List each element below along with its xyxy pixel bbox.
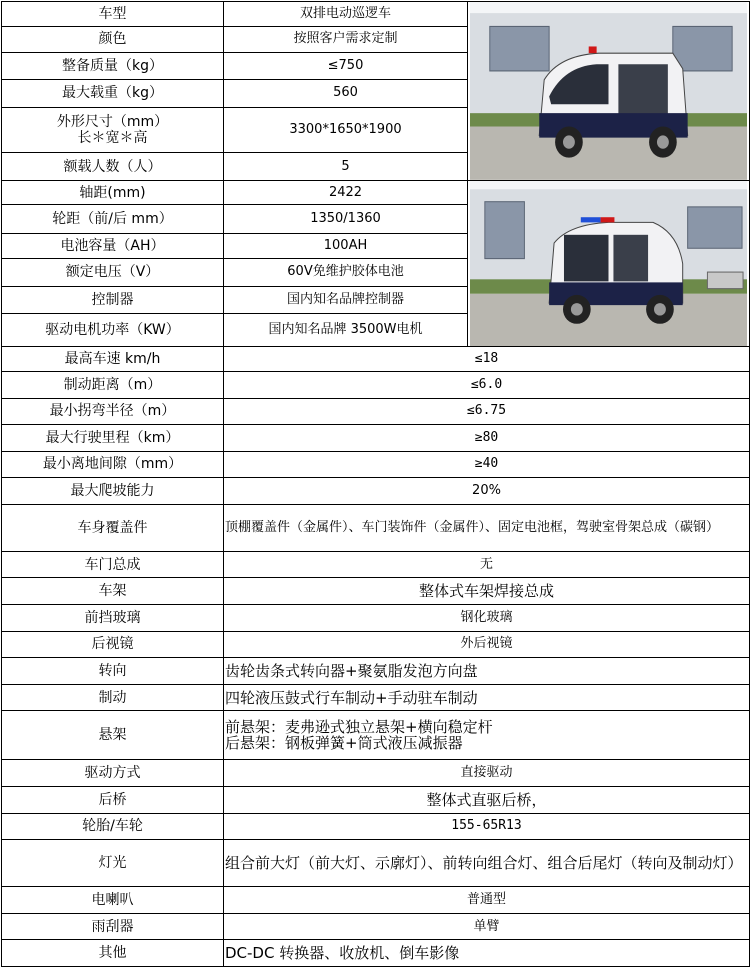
- spec-value: 外后视镜: [224, 631, 750, 658]
- spec-value: 钢化玻璃: [224, 605, 750, 632]
- spec-value: DC-DC 转换器、收放机、倒车影像: [224, 940, 750, 967]
- spec-label: 前挡玻璃: [2, 605, 224, 632]
- spec-label: 车门总成: [2, 551, 224, 578]
- spec-row: [2, 813, 750, 840]
- spec-row: [2, 605, 750, 632]
- spec-label: 车型: [2, 2, 224, 27]
- spec-label: 雨刮器: [2, 913, 224, 940]
- spec-table: [1, 1, 750, 967]
- spec-label: 驱动电机功率（KW）: [2, 313, 224, 347]
- spec-value: 顶棚覆盖件（金属件）、车门装饰件（金属件）、固定电池框，驾驶室骨架总成（碳钢）: [224, 504, 750, 551]
- spec-row: [2, 887, 750, 914]
- spec-value: 560: [224, 79, 468, 108]
- spec-value: ≤6.0: [224, 371, 750, 398]
- spec-value: 四轮液压鼓式行车制动+手动驻车制动: [224, 684, 750, 711]
- spec-value: 齿轮齿条式转向器+聚氨脂发泡方向盘: [224, 658, 750, 685]
- spec-row: [2, 504, 750, 551]
- spec-value: 整体式车架焊接总成: [224, 578, 750, 605]
- spec-value: 国内知名品牌控制器: [224, 287, 468, 314]
- spec-sheet: [1, 1, 749, 967]
- spec-row: [2, 840, 750, 887]
- spec-label: 转向: [2, 658, 224, 685]
- spec-value: [224, 711, 750, 760]
- spec-label: 最小离地间隙（mm）: [2, 451, 224, 478]
- spec-label: 最大载重（kg）: [2, 79, 224, 108]
- spec-label: 电池容量（AH）: [2, 234, 224, 259]
- spec-row: [2, 451, 750, 478]
- spec-label: 驱动方式: [2, 760, 224, 787]
- spec-value: 单臂: [224, 913, 750, 940]
- vehicle-photo-front: [468, 2, 750, 181]
- spec-row: [2, 940, 750, 967]
- spec-row: [2, 631, 750, 658]
- spec-label: 轮距（前/后 mm）: [2, 205, 224, 234]
- spec-value: 按照客户需求定制: [224, 26, 468, 53]
- spec-label: 最高车速 km/h: [2, 347, 224, 372]
- spec-row: [2, 2, 750, 27]
- spec-label: [2, 108, 224, 153]
- spec-value: ≤18: [224, 347, 750, 372]
- spec-value: 2422: [224, 180, 468, 205]
- spec-value: 3300*1650*1900: [224, 108, 468, 153]
- spec-value: 无: [224, 551, 750, 578]
- spec-row: [2, 398, 750, 425]
- spec-row: [2, 684, 750, 711]
- spec-label: 制动: [2, 684, 224, 711]
- spec-row: [2, 786, 750, 813]
- vehicle-photo-side: [468, 180, 750, 347]
- spec-value: ≥40: [224, 451, 750, 478]
- spec-value: 整体式直驱后桥，: [224, 786, 750, 813]
- spec-label: 车架: [2, 578, 224, 605]
- spec-label: 整备质量（kg）: [2, 53, 224, 80]
- spec-value: ≤750: [224, 53, 468, 80]
- spec-value-line2: 后悬架：钢板弹簧+筒式液压减振器: [225, 734, 463, 753]
- spec-row: [2, 578, 750, 605]
- spec-value-line1: 前悬架：麦弗逊式独立悬架+横向稳定杆: [225, 718, 493, 737]
- spec-label: 制动距离（m）: [2, 371, 224, 398]
- spec-row: [2, 180, 750, 205]
- spec-label: 轴距(mm): [2, 180, 224, 205]
- spec-value: 普通型: [224, 887, 750, 914]
- spec-row: [2, 658, 750, 685]
- spec-row: [2, 551, 750, 578]
- spec-row: [2, 425, 750, 452]
- spec-value: 5: [224, 153, 468, 181]
- spec-value: 直接驱动: [224, 760, 750, 787]
- spec-label: 颜色: [2, 26, 224, 53]
- spec-label: 车身覆盖件: [2, 504, 224, 551]
- vehicle-photo-side-image: [470, 181, 747, 347]
- spec-value: 组合前大灯（前大灯、示廓灯）、前转向组合灯、组合后尾灯（转向及制动灯）: [224, 840, 750, 887]
- spec-row: [2, 478, 750, 505]
- spec-value: 60V免维护胶体电池: [224, 258, 468, 287]
- spec-value: 155-65R13: [224, 813, 750, 840]
- spec-row: [2, 760, 750, 787]
- spec-label: 额载人数（人）: [2, 153, 224, 181]
- spec-label-line1: 外形尺寸（mm）: [56, 114, 169, 131]
- spec-label: 悬架: [2, 711, 224, 760]
- spec-row: [2, 371, 750, 398]
- spec-value: 20%: [224, 478, 750, 505]
- spec-value: ≥80: [224, 425, 750, 452]
- spec-label: 灯光: [2, 840, 224, 887]
- spec-value: 国内知名品牌 3500W电机: [224, 313, 468, 347]
- spec-label-line2: 长＊宽＊高: [77, 130, 148, 147]
- spec-label: 额定电压（V）: [2, 258, 224, 287]
- vehicle-photo-front-image: [470, 2, 747, 180]
- spec-label: 其他: [2, 940, 224, 967]
- spec-label: 最大爬坡能力: [2, 478, 224, 505]
- spec-label: 控制器: [2, 287, 224, 314]
- spec-label: 电喇叭: [2, 887, 224, 914]
- spec-row: [2, 711, 750, 760]
- spec-label: 后视镜: [2, 631, 224, 658]
- spec-row: [2, 913, 750, 940]
- spec-label: 最小拐弯半径（m）: [2, 398, 224, 425]
- spec-label: 最大行驶里程（km）: [2, 425, 224, 452]
- spec-value: 100AH: [224, 234, 468, 259]
- spec-value: 1350/1360: [224, 205, 468, 234]
- spec-value: ≤6.75: [224, 398, 750, 425]
- spec-row: [2, 347, 750, 372]
- spec-value: 双排电动巡逻车: [224, 2, 468, 27]
- spec-label: 轮胎/车轮: [2, 813, 224, 840]
- spec-label: 后桥: [2, 786, 224, 813]
